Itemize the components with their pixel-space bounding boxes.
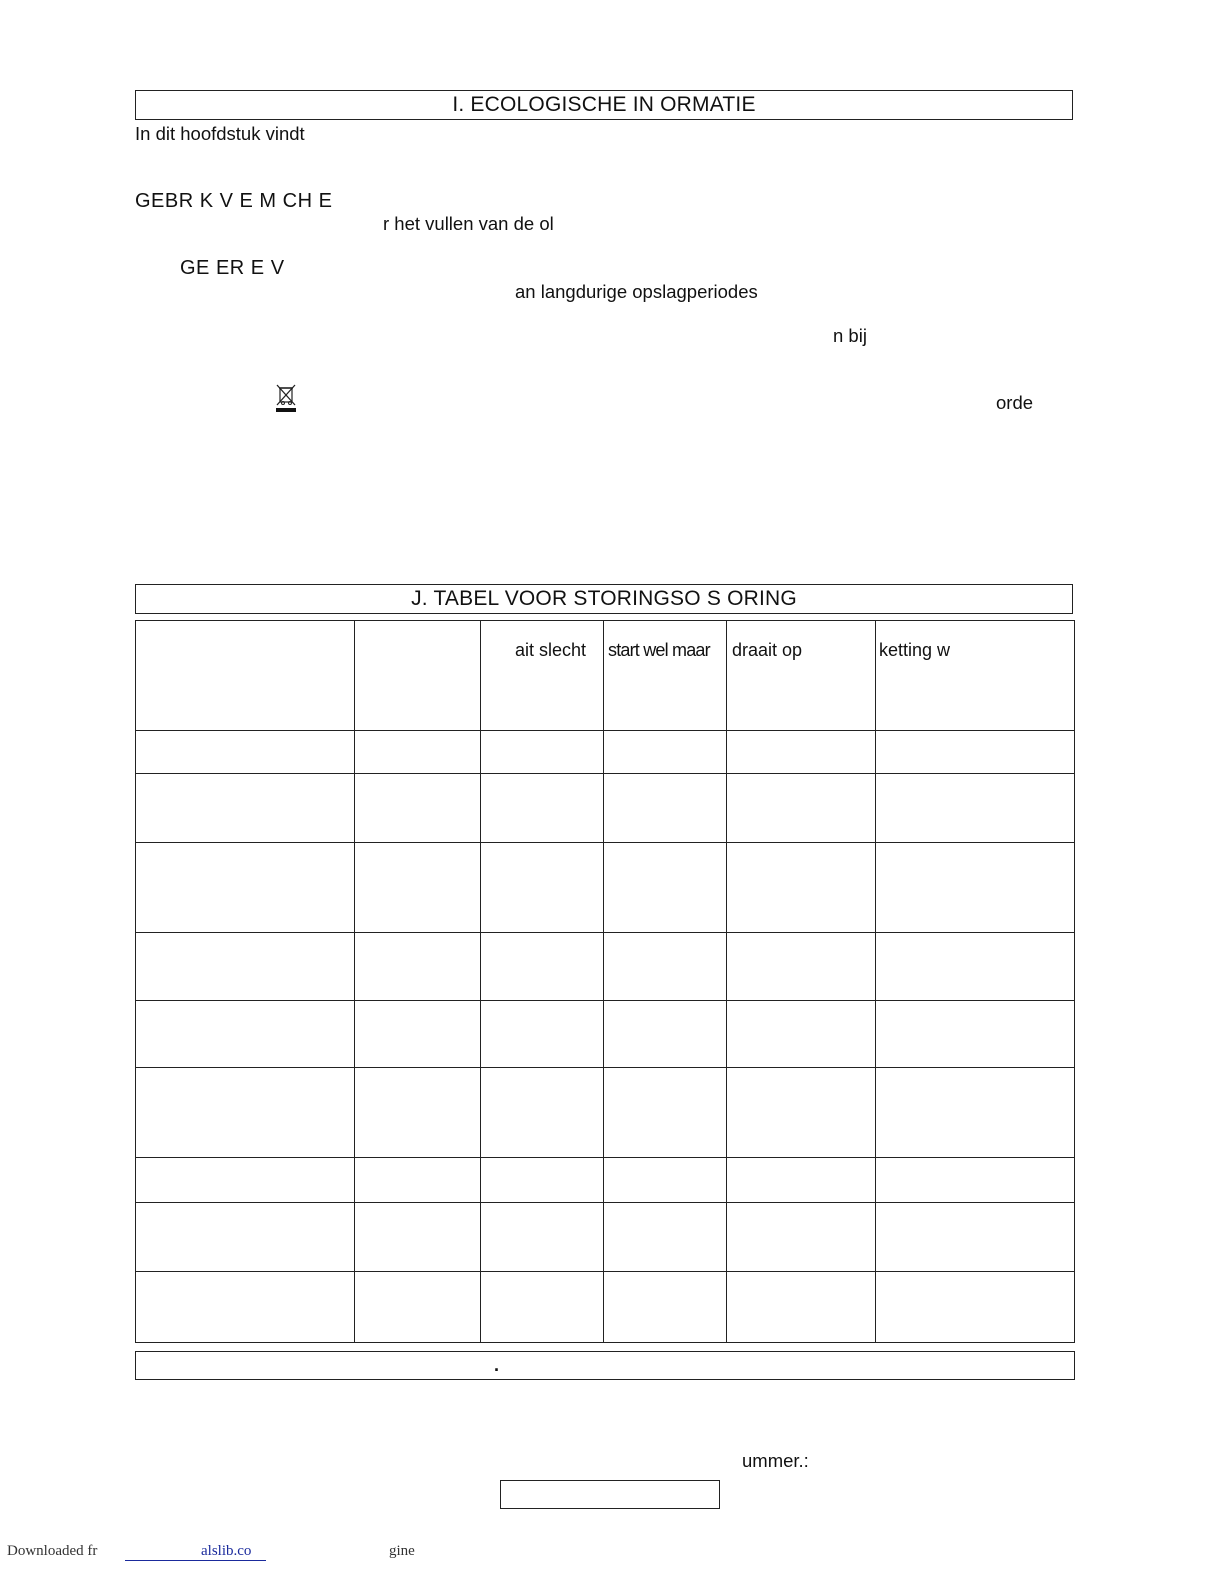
section-i-heading-2: GE ER E V <box>180 257 285 279</box>
section-i-title: I. ECOLOGISCHE IN ORMATIE <box>135 90 1073 120</box>
section-i-line-2: an langdurige opslagperiodes <box>515 281 758 302</box>
table-header-cell: ait slecht <box>515 640 587 660</box>
section-i-heading-1: GEBR K V E M CH E <box>135 190 333 212</box>
summary-bar <box>135 1351 1075 1380</box>
footer-suffix: gine <box>389 1543 415 1559</box>
table-header-cell: draait op <box>732 640 803 660</box>
footer-prefix: Downloaded fr <box>7 1543 98 1559</box>
section-i-intro: In dit hoofdstuk vindt <box>135 123 305 144</box>
crossed-out-wheelie-bin-icon <box>275 383 297 413</box>
table-header-cell: ketting w <box>879 640 951 660</box>
section-i-line-3: n bij <box>833 325 867 346</box>
section-i-line-1: r het vullen van de ol <box>383 213 554 234</box>
footer-link-wrap[interactable] <box>125 1544 266 1561</box>
summary-bar-text: . <box>494 1355 500 1375</box>
section-j-title: J. TABEL VOOR STORINGSO S ORING <box>135 584 1073 614</box>
serial-number-field[interactable] <box>500 1480 720 1509</box>
footer-link[interactable]: alslib.co <box>201 1543 252 1559</box>
troubleshooting-table <box>135 620 1075 1343</box>
serial-label: ummer.: <box>742 1450 809 1471</box>
section-i-line-4: orde <box>996 392 1034 413</box>
table-header-cell: start wel maar <box>608 640 710 660</box>
